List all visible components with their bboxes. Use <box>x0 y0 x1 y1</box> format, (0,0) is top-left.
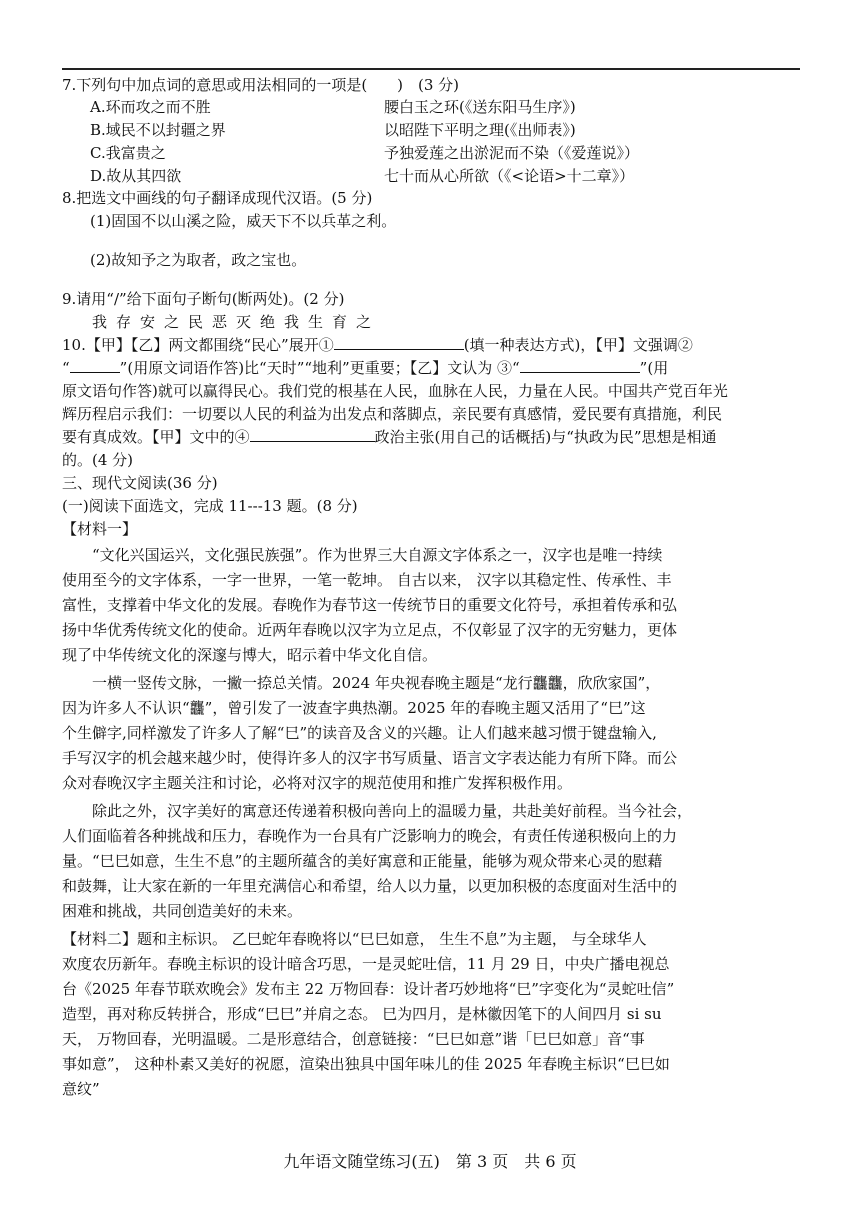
q7-option-c-left: C.我富贵之 <box>90 144 166 162</box>
q10-blank-4[interactable] <box>250 426 375 442</box>
q7-option-a-right: 腰白玉之环(《送东阳马生序》) <box>384 98 576 116</box>
q10-line-6: 的。(4 分) <box>62 451 134 469</box>
q10-blank-1[interactable] <box>334 334 464 350</box>
q10-text-2b: ”(用原文词语作答)比“天时”“地利”更重要；【乙】文认为 ③“ <box>119 359 520 377</box>
m1-p2-line-5: 众对春晚汉字主题关注和讨论，必将对汉字的规范使用和推广发挥积极作用。 <box>62 774 573 792</box>
m1-p1-line-1: “文化兴国运兴，文化强民族强”。作为世界三大自源文字体系之一，汉字也是唯一持续 <box>62 546 663 564</box>
m2-line-7: 意纹” <box>62 1080 100 1098</box>
q10-text-2c: ”(用 <box>639 359 669 377</box>
m1-p3-line-5: 困难和挑战，共同创造美好的未来。 <box>62 902 303 920</box>
m2-line-4: 造型，再对称反转拼合，形成“巳巳”并肩之态。 巳为四月，是林徽因笔下的人间四月 si su <box>62 1005 662 1023</box>
q10-text-1b: (填一种表达方式)，【甲】文强调② <box>463 336 693 354</box>
q10-line-4: 辉历程启示我们：一切要以人民的利益为出发点和落脚点，亲民要有真感情，爱民要有真措施，利民 <box>62 405 723 423</box>
q8-sentence-1: (1)固国不以山溪之险，威天下不以兵革之利。 <box>90 212 397 230</box>
m1-p3-line-1: 除此之外，汉字美好的寓意还传递着积极向善向上的温暖力量，共赴美好前程。当今社会， <box>62 802 693 820</box>
m1-p1-line-3: 富性，支撑着中华文化的发展。春晚作为春节这一传统节日的重要文化符号，承担着传承和弘 <box>62 596 678 614</box>
m2-line-1: 【材料二】题和主标识。 乙巳蛇年春晚将以“巳巳如意， 生生不息”为主题， 与全球华人 <box>62 930 647 948</box>
q10-text-5a: 要有真成效。【甲】文中的④ <box>62 428 250 446</box>
m1-p1-line-4: 扬中华优秀传统文化的使命。近两年春晚以汉字为立足点，不仅彰显了汉字的无穷魅力，更体 <box>62 621 678 639</box>
m1-p2-line-2: 因为许多人不认识“龘”，曾引发了一波查字典热潮。2025 年的春晚主题又活用了“巳”这 <box>62 699 646 717</box>
q7-option-d-right: 七十而从心所欲（《<论语>十二章》） <box>384 167 635 185</box>
q7-option-b-left: B.域民不以封疆之界 <box>90 121 226 139</box>
m1-p2-line-4: 手写汉字的机会越来越少时，使得许多人的汉字书写质量、语言文字表达能力有所下降。而公 <box>62 749 678 767</box>
q10-line-2 <box>62 357 668 379</box>
m1-p3-line-2: 人们面临着各种挑战和压力，春晚作为一台具有广泛影响力的晚会，有责任传递积极向上的力 <box>62 827 678 845</box>
m2-line-2: 欢度农历新年。春晚主标识的设计暗含巧思，一是灵蛇吐信，11 月 29 日，中央广播电视总 <box>62 955 670 973</box>
q7-option-d-left: D.故从其四欲 <box>90 167 182 185</box>
m1-p2-line-1: 一横一竖传文脉，一撇一捺总关情。2024 年央视春晚主题是“龙行龘龘，欣欣家国”， <box>62 674 661 692</box>
m1-p2-line-3: 个生僻字,同样激发了许多人了解“巳”的读音及含义的兴趣。让人们越来越习惯于键盘输入, <box>62 724 657 742</box>
q10-text-1a: 10.【甲】【乙】两文都围绕“民心”展开① <box>62 336 334 354</box>
q10-blank-2[interactable] <box>70 357 120 373</box>
q8-stem: 8.把选文中画线的句子翻译成现代汉语。(5 分) <box>62 189 373 207</box>
q8-sentence-2: (2)故知予之为取者，政之宝也。 <box>90 251 307 269</box>
q10-line-3: 原文语句作答)就可以赢得民心。我们党的根基在人民，血脉在人民，力量在人民。中国共产党百年光 <box>62 382 728 400</box>
section-3-subtitle: (一)阅读下面选文，完成 11---13 题。(8 分) <box>62 497 358 515</box>
q7-option-a-left: A.环而攻之而不胜 <box>90 98 211 116</box>
page-footer: 九年语文随堂练习(五) 第 3 页 共 6 页 <box>283 1152 577 1171</box>
m1-p1-line-2: 使用至今的文字体系，一字一世界，一笔一乾坤。 自古以来， 汉字以其稳定性、传承性、丰 <box>62 571 672 589</box>
m1-p3-line-3: 量。“巳巳如意，生生不息”的主题所蕴含的美好寓意和正能量，能够为观众带来心灵的慰藉 <box>62 852 663 870</box>
m2-line-6: 事如意”， 这种朴素又美好的祝愿，渲染出独具中国年味儿的佳 2025 年春晚主标识“巳巳如 <box>62 1055 670 1073</box>
m2-line-5: 天， 万物回春，光明温暖。二是形意结合，创意链接：“巳巳如意”谐「巳巳如意」音“事 <box>62 1030 645 1048</box>
top-rule <box>62 68 800 70</box>
q9-stem: 9.请用“/”给下面句子断句(断两处)。(2 分) <box>62 290 345 308</box>
m1-p1-line-5: 现了中华传统文化的深邃与博大，昭示着中华文化自信。 <box>62 646 438 664</box>
material-1-label: 【材料一】 <box>62 520 138 538</box>
q10-line-1 <box>62 334 693 356</box>
m2-line-3: 台《2025 年春节联欢晚会》发布主 22 万物回春：设计者巧妙地将“巳”字变化为“灵蛇吐信” <box>62 980 675 998</box>
m1-p3-line-4: 和鼓舞，让大家在新的一年里充满信心和希望，给人以力量，以更加积极的态度面对生活中的 <box>62 877 678 895</box>
q7-option-c-right: 予独爱莲之出淤泥而不染（《爱莲说》） <box>384 144 640 162</box>
section-3-title: 三、现代文阅读(36 分) <box>62 474 218 492</box>
q7-option-b-right: 以昭陛下平明之理(《出师表》) <box>384 121 576 139</box>
q10-blank-3[interactable] <box>520 357 640 373</box>
q9-sentence: 我存安之民恶灭绝我生育之 <box>92 313 381 331</box>
q10-line-5 <box>62 426 717 448</box>
q10-text-2a: “ <box>62 359 70 377</box>
q7-stem: 7.下列句中加点词的意思或用法相同的一项是( ) (3 分) <box>62 76 460 94</box>
q10-text-5b: 政治主张(用自己的话概括)与“执政为民”思想是相通 <box>374 428 717 446</box>
